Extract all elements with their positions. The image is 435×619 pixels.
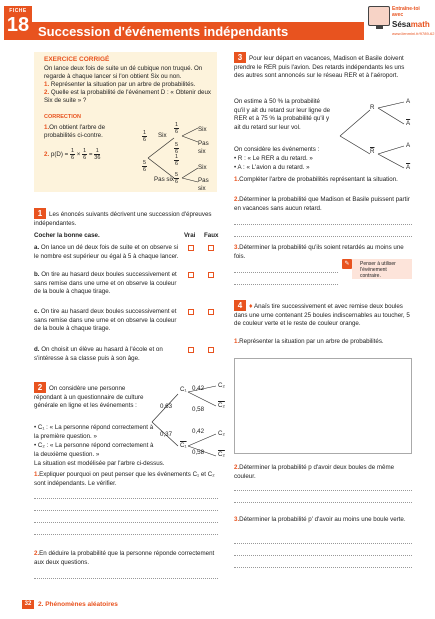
leaf-c2-1: C₂	[218, 382, 225, 389]
fiche-badge	[4, 6, 32, 40]
ex1-d-vrai-checkbox[interactable]	[188, 347, 194, 353]
fiche-label: FICHE	[9, 8, 27, 14]
ex3-number: 3	[234, 52, 246, 63]
page-header	[0, 0, 435, 42]
leaf-pas-six-1: Pas six	[198, 140, 209, 156]
fiche-number: 18	[6, 13, 30, 36]
answer-line[interactable]	[234, 567, 412, 568]
tree-node-r: R	[370, 104, 375, 111]
ex1-a-faux-checkbox[interactable]	[208, 245, 214, 251]
ex4-q1: 1.Représenter la situation par un arbre de probabilités.	[234, 338, 384, 345]
ex1-c-faux-checkbox[interactable]	[208, 309, 214, 315]
ex4-intro: 4 ♦ Anaïs tire successivement et avec remise deux boules dans une urne contenant 25 boules indiscernables au toucher, 5 de couleur verte et le reste de couleur orange.	[234, 301, 410, 328]
answer-line[interactable]	[234, 543, 412, 544]
tree-node-pas-six: Pas six	[154, 176, 174, 183]
ex2-situation: La situation est modélisée par l'arbre ci-dessus.	[34, 460, 165, 467]
ex1-item-b: b. On tire au hasard deux boules successivement et sans remise dans une urne et on observe la couleur de la boule à chaque tirage.	[34, 271, 177, 296]
tree-p-six: $\frac{1}{6}$	[143, 130, 147, 143]
leaf-pas-six-2: Pas six	[198, 177, 209, 193]
monitor-stand-icon	[376, 26, 383, 29]
ex1-instruction: Cocher la bonne case.	[34, 232, 100, 239]
leaf-a-1: A	[406, 98, 411, 105]
tree-node-c1-bar: C₁	[180, 442, 187, 449]
leaf-a-bar-2: $\overline{A}$	[406, 164, 411, 171]
hint-pencil-icon: ✎	[342, 259, 352, 269]
answer-line[interactable]	[234, 502, 412, 503]
ex1-item-a: a. On lance un dé deux fois de suite et on observe si le nombre est supérieur ou égal à 5 à chaque lancer.	[34, 244, 179, 260]
col-vrai: Vrai	[184, 232, 196, 239]
answer-line[interactable]	[34, 498, 218, 499]
answer-line[interactable]	[34, 578, 218, 579]
answer-line[interactable]	[234, 555, 412, 556]
tree-p-058-a: 0,58	[192, 406, 205, 413]
sesamath-caption: Entraîne-toi avec	[392, 6, 420, 18]
answer-line[interactable]	[234, 284, 338, 285]
leaf-a-bar-1: $\overline{A}$	[406, 120, 411, 127]
leaf-c2-bar-2: C₂	[218, 451, 225, 458]
ex2-event-c2: • C₂ : « La personne répond correctement à la deuxième question. »	[34, 442, 154, 458]
ex3-event-a: • A : « L'avion a du retard. »	[234, 164, 310, 171]
exercice-corrige-title: EXERCICE CORRIGÉ	[44, 56, 110, 63]
answer-line[interactable]	[234, 490, 412, 491]
ex4-q3: 3.Déterminer la probabilité p' d'avoir au moins une boule verte.	[234, 516, 406, 523]
tree-p-037: 0,37	[160, 431, 173, 438]
ex4-q2: 2.Déterminer la probabilité p d'avoir deux boules de même couleur.	[234, 464, 395, 480]
ex3-q2: 2.Déterminer la probabilité que Madison et Basile puissent partir en vacances sans aucun retard.	[234, 196, 410, 212]
answer-line[interactable]	[34, 522, 218, 523]
ex1-a-vrai-checkbox[interactable]	[188, 245, 194, 251]
ex1-d-faux-checkbox[interactable]	[208, 347, 214, 353]
ex1-c-vrai-checkbox[interactable]	[188, 309, 194, 315]
leaf-c2-2: C₂	[218, 430, 225, 437]
ex1-b-faux-checkbox[interactable]	[208, 272, 214, 278]
answer-line[interactable]	[34, 534, 218, 535]
ex4-tree-answer-box[interactable]	[234, 358, 412, 454]
chapter-title: 2. Phénomènes aléatoires	[38, 601, 118, 608]
leaf-six-2: Six	[198, 164, 207, 171]
ex1-item-d: d. On choisit un élève au hasard à l'école et on s'intéresse à sa classe puis à son âge.	[34, 346, 163, 362]
page-number: 32	[22, 600, 34, 609]
ex3-intro: 3 Pour leur départ en vacances, Madison et Basile doivent prendre le RER puis l'avion. Des retards indépendants les uns des autres sont annoncés sur le réseau RER et à l'aéroport.	[234, 53, 405, 80]
ex1-b-vrai-checkbox[interactable]	[188, 272, 194, 278]
tree-p-six-six: $\frac{1}{6}$	[175, 122, 179, 135]
ex1-number: 1	[34, 208, 46, 219]
ex2-q2: 2.En déduire la probabilité que la personne réponde correctement aux deux questions.	[34, 550, 215, 566]
tree-p-042-b: 0,42	[192, 428, 205, 435]
leaf-six-1: Six	[198, 126, 207, 133]
answer-line[interactable]	[234, 236, 412, 237]
sesamath-url[interactable]: www.lienmini.fr/9789-62	[392, 31, 435, 36]
exercice-corrige-box	[34, 52, 217, 192]
tree-p-six-pas: $\frac{5}{6}$	[175, 142, 179, 155]
tree-node-six: Six	[158, 132, 167, 139]
ex1-item-c: c. On tire au hasard deux boules successivement et sans remise dans une urne et on observe la couleur de la boule à chaque tirage.	[34, 308, 177, 333]
ex3-para: On estime à 50 % la probabilité qu'il y ait du retard sur leur ligne de RER et à 75 % la probabilité qu'il y ait du retard sur leur vol.	[234, 98, 331, 131]
answer-line[interactable]	[34, 510, 218, 511]
ex1-intro: 1 Les énoncés suivants décrivent une succession d'épreuves indépendantes.	[34, 209, 212, 227]
col-faux: Faux	[204, 232, 219, 239]
ex3-events-intro: On considère les événements :	[234, 146, 320, 153]
correction-1: 1.On obtient l'arbre de probabilités ci-contre.	[44, 124, 106, 140]
tree-p-063: 0,63	[160, 403, 173, 410]
correction-2: 2. p(D) = $\frac{1}{6}$ × $\frac{1}{6}$ = $\frac{1}{36}$	[44, 148, 101, 161]
page-title: Succession d'événements indépendants	[38, 24, 289, 39]
ex2-event-c1: • C₁ : « La personne répond correctement à la première question. »	[34, 424, 154, 440]
correction-label: CORRECTION	[44, 114, 81, 120]
tree-p-042-a: 0,42	[192, 385, 205, 392]
ex3-q1: 1.Compléter l'arbre de probabilités représentant la situation.	[234, 176, 398, 183]
exercice-corrige-statement: On lance deux fois de suite un dé cubique non truqué. On regarde à chaque lancer si l'on obtient Six ou non. 1. Représenter la situation par un arbre de probabilités. 2. Quelle est la probabilité de l'événement D : « Obtenir deux Six de suite » ?	[44, 65, 211, 105]
answer-line[interactable]	[234, 272, 338, 273]
tree-p-pas-six: $\frac{5}{6}$	[143, 160, 147, 173]
tree-node-c1: C₁	[180, 386, 187, 393]
ex2-intro: 2 On considère une personne répondant à un questionnaire de culture générale en ligne et les événements :	[34, 383, 144, 410]
tree-p-pas-pas: $\frac{5}{6}$	[175, 172, 179, 185]
hint-note: Penser à utiliser l'événement contraire.	[352, 259, 412, 279]
tree-p-pas-six-2: $\frac{1}{6}$	[175, 154, 179, 167]
tree-node-r-bar: $\overline{R}$	[370, 148, 375, 155]
answer-line[interactable]	[234, 224, 412, 225]
leaf-c2-bar-1: C₂	[218, 402, 225, 409]
ex2-number: 2	[34, 382, 46, 393]
difficulty-icon: ♦	[249, 303, 253, 310]
ex4-number: 4	[234, 300, 246, 311]
leaf-a-2: A	[406, 142, 411, 149]
sesamath-link[interactable]	[366, 4, 435, 40]
ex3-q3: 3.Déterminer la probabilité qu'ils soient retardés au moins une fois.	[234, 244, 404, 260]
sesamath-logo: Sésamath	[392, 20, 430, 29]
tree-p-058-b: 0,58	[192, 449, 205, 456]
ex3-event-r: • R : « Le RER a du retard. »	[234, 155, 313, 162]
ex2-q1: 1.Expliquer pourquoi on peut penser que les événements C₁ et C₂ sont indépendants. Le vérifier.	[34, 471, 215, 487]
monitor-icon	[368, 6, 390, 26]
